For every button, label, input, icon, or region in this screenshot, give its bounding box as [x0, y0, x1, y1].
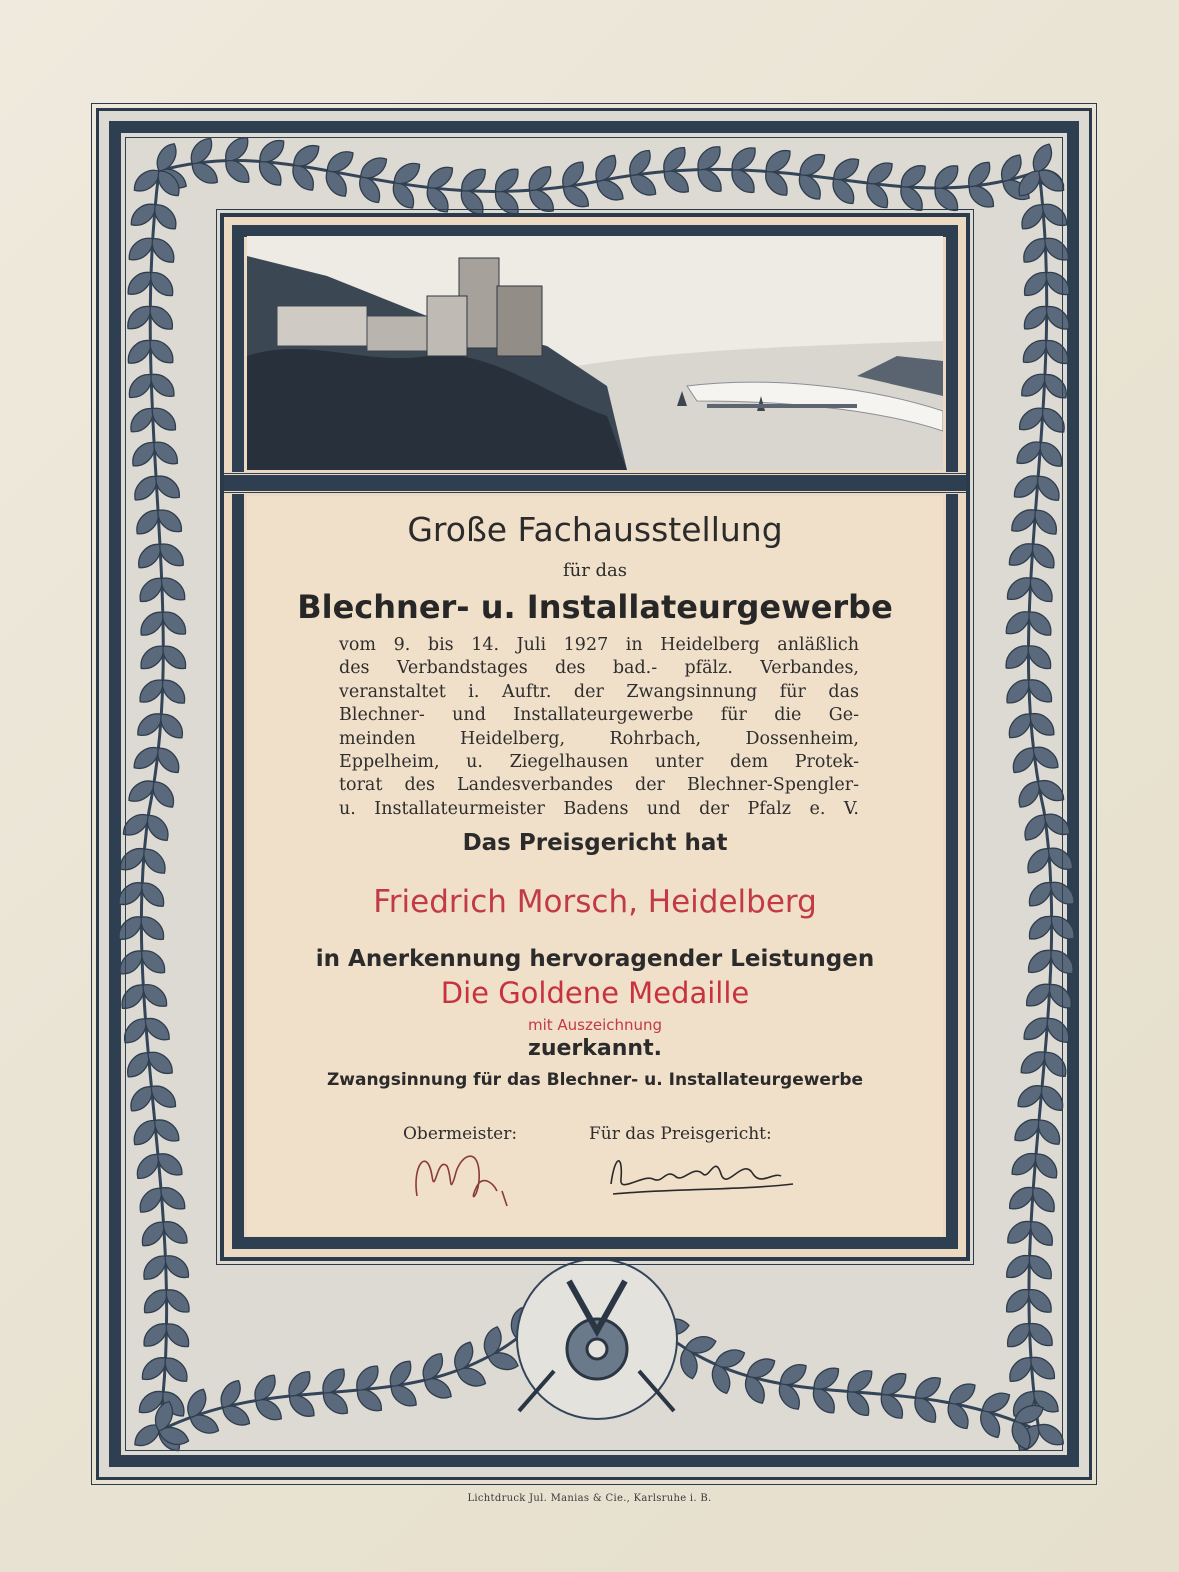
heidelberg-castle-engraving — [247, 236, 943, 470]
obermeister-label: Obermeister: — [403, 1124, 518, 1144]
description-line: Eppelheim, u. Ziegelhausen unter dem Protek- — [339, 752, 859, 773]
description-line: veranstaltet i. Auftr. der Zwangsinnung für das — [339, 681, 859, 702]
award-title: Die Goldene Medaille — [440, 976, 750, 1010]
description-line: des Verbandstages des bad.- pfälz. Verbandes, — [339, 658, 859, 679]
description-line: u. Installateurmeister Badens und der Pfalz e. V. — [339, 798, 859, 819]
description-line: torat des Landesverbandes der Blechner-Spengler- — [339, 775, 859, 796]
description-line: vom 9. bis 14. Juli 1927 in Heidelberg anläßlich — [339, 635, 859, 655]
description-line: meinden Heidelberg, Rohrbach, Dossenheim, — [339, 728, 859, 749]
connector-text: für das — [562, 560, 628, 581]
jury-signature-label: Für das Preisgericht: — [589, 1124, 772, 1144]
printer-imprint: Lichtdruck Jul. Manias & Cie., Karlsruhe i. B. — [467, 1493, 712, 1504]
recognition-text: in Anerkennung hervoragender Leistungen — [315, 946, 875, 972]
distinction-text: mit Auszeichnung — [527, 1016, 663, 1034]
jury-signature — [603, 1144, 803, 1204]
certificate-text-panel — [247, 496, 943, 1236]
tools-emblem — [517, 1259, 677, 1419]
awarded-text: zuerkannt. — [528, 1036, 662, 1061]
recipient-name: Friedrich Morsch, Heidelberg — [373, 884, 817, 920]
jury-statement: Das Preisgericht hat — [462, 830, 728, 856]
trade-heading: Blechner- u. Installateurgewerbe — [297, 588, 893, 626]
exhibition-title: Große Fachausstellung — [407, 510, 783, 549]
description-line: Blechner- und Installateurgewerbe für die Ge- — [339, 705, 859, 726]
obermeister-signature — [407, 1136, 517, 1216]
guild-name: Zwangsinnung für das Blechner- u. Installateurgewerbe — [326, 1070, 864, 1090]
exhibition-description — [339, 634, 859, 821]
frame-divider — [224, 472, 966, 494]
